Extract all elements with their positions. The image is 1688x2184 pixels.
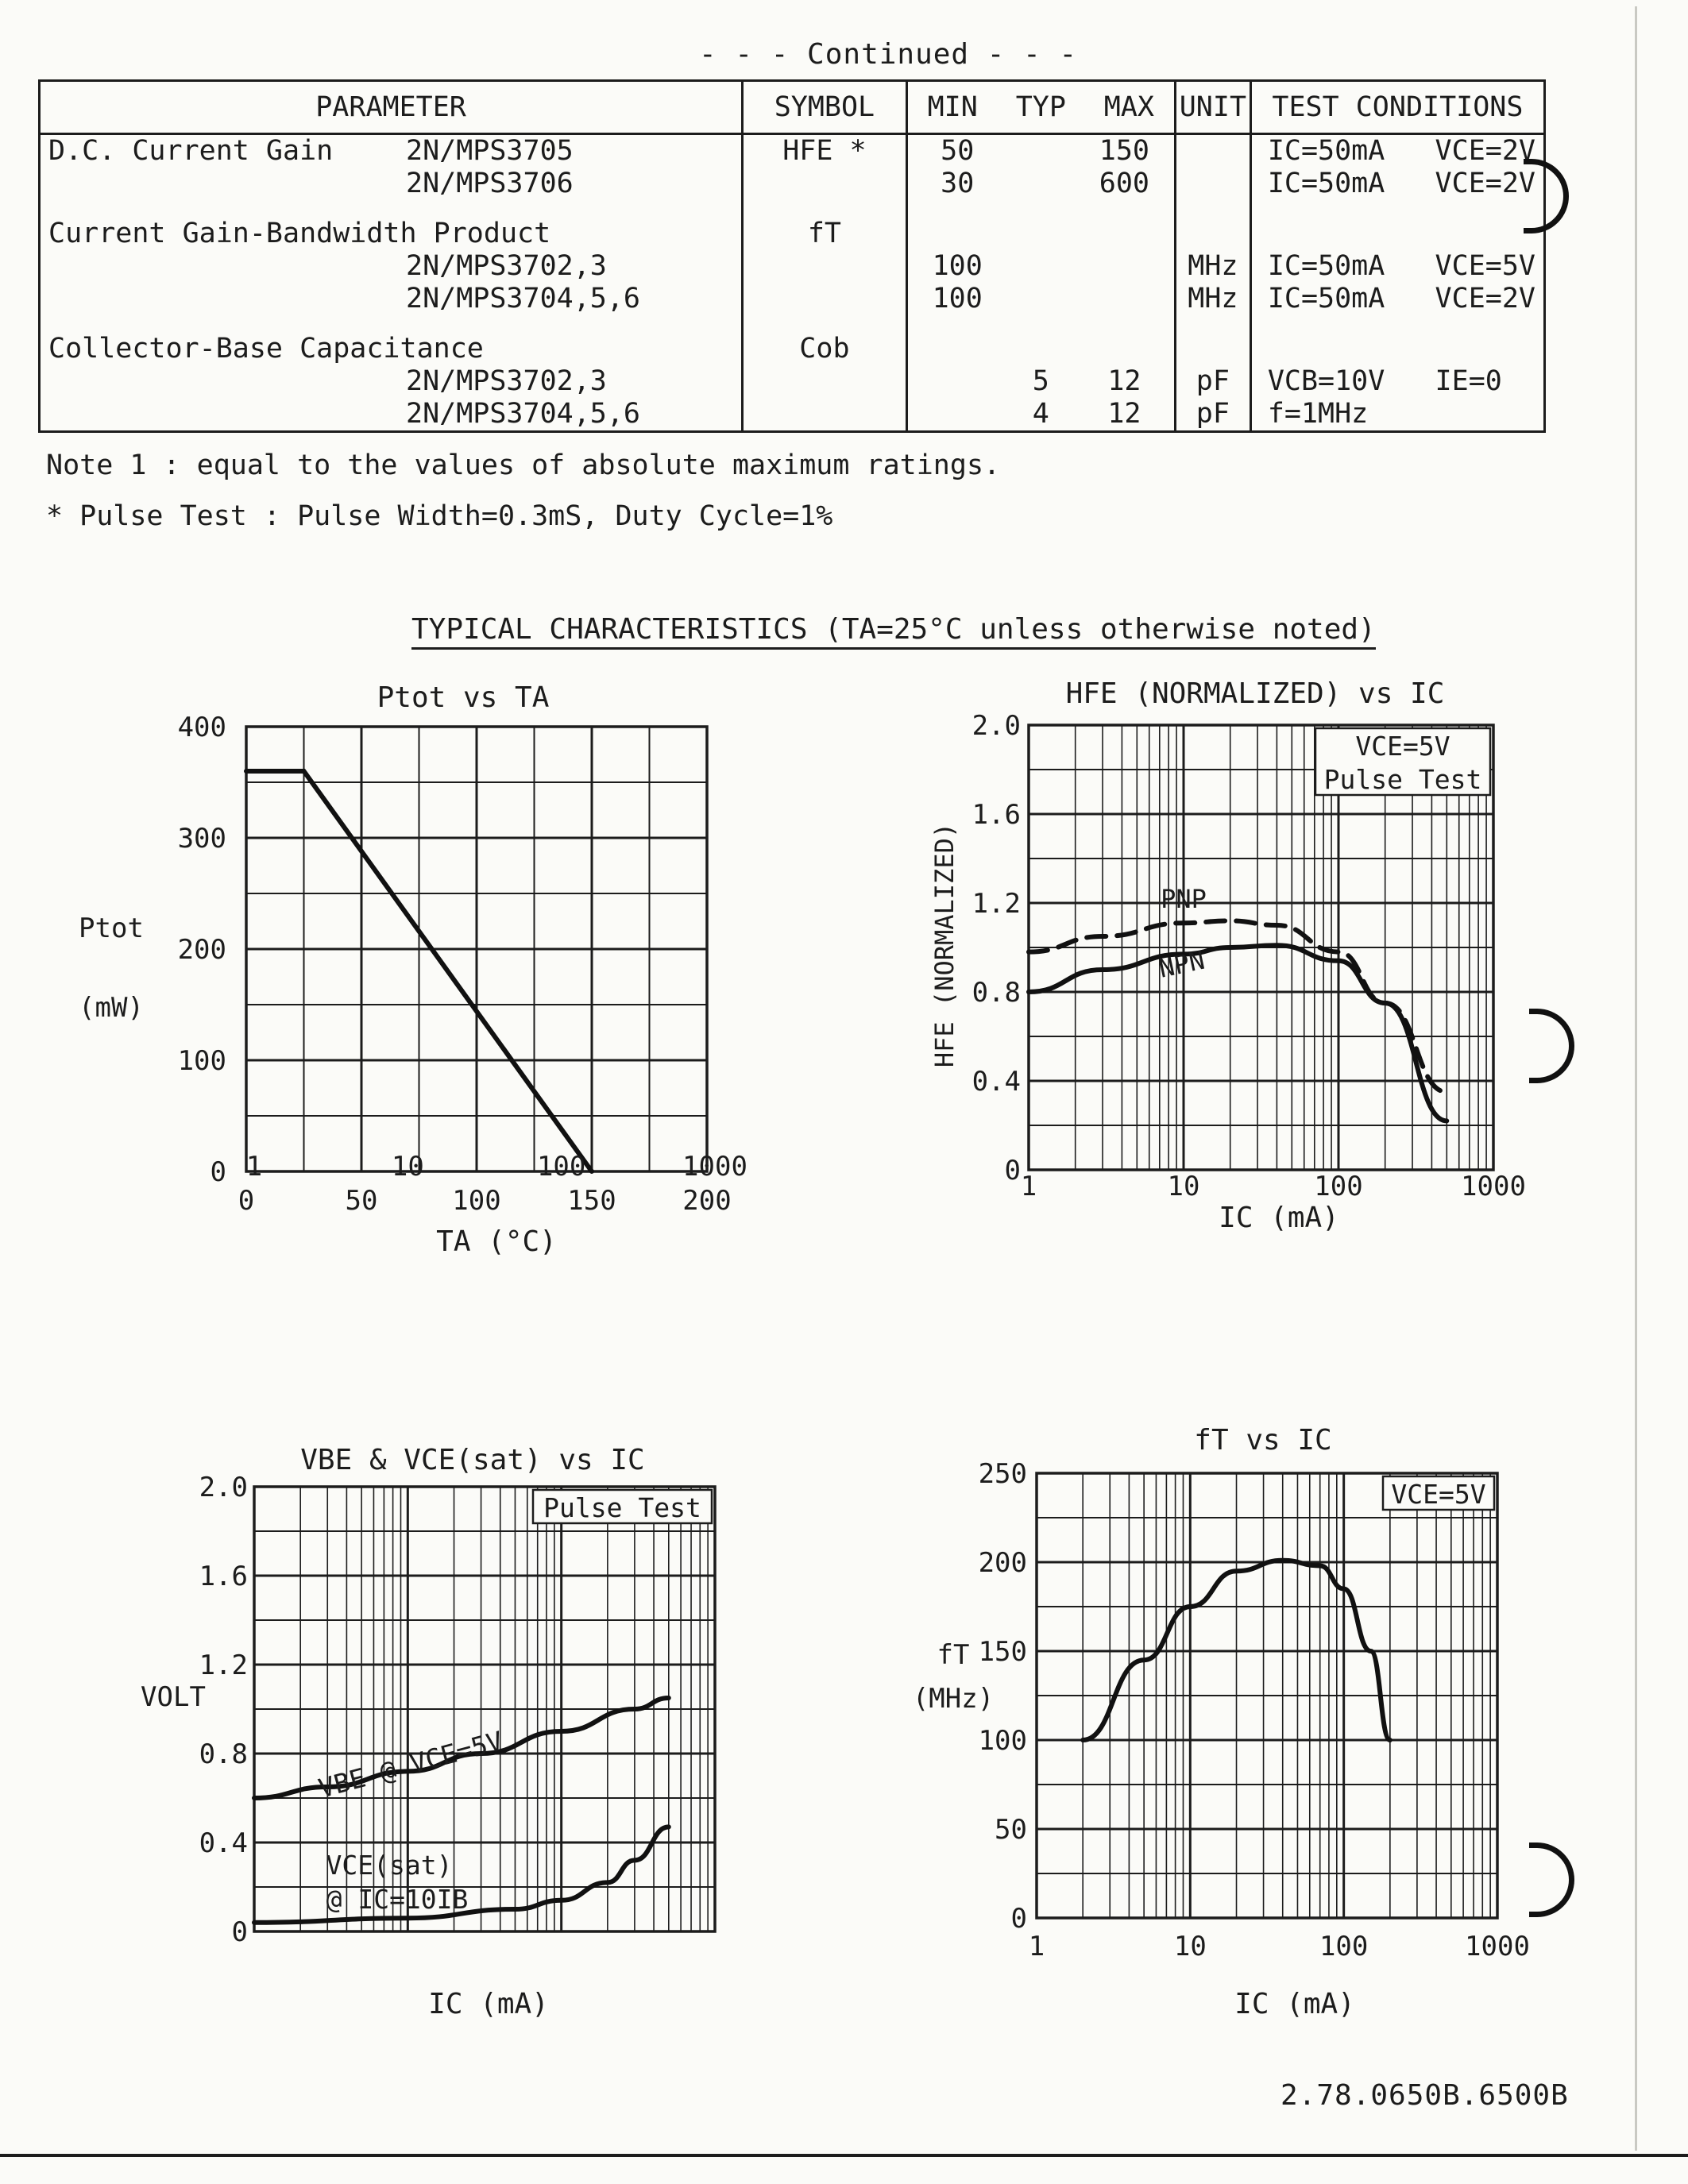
legend-text: Pulse Test [543, 1492, 701, 1523]
legend-text: VCE=5V [1355, 731, 1450, 762]
header-max: MAX [1103, 91, 1154, 123]
unit-cell: MHz [1175, 250, 1250, 283]
param-name: Collector-Base Capacitance [40, 333, 743, 365]
bottom-edge-line [0, 2154, 1688, 2157]
x-tick-label: 150 [567, 1185, 616, 1217]
section-title: TYPICAL CHARACTERISTICS (TA=25°C unless otherwise noted) [411, 613, 1376, 650]
param-symbol: Cob [743, 333, 907, 365]
y-tick-label: 0.4 [971, 1066, 1021, 1098]
y-tick-label: 2.0 [199, 1472, 248, 1503]
x-tick-label: 1000 [1465, 1931, 1530, 1962]
y-tick-label: 150 [978, 1636, 1027, 1668]
y-tick-label: 0 [210, 1156, 226, 1188]
x-tick-label: 1000 [1461, 1171, 1526, 1202]
series-label-npn: NPN [1156, 944, 1207, 984]
device-name: 2N/MPS3702,3 [406, 250, 607, 282]
condition-cell: IC=50mA VCE=2V [1250, 168, 1544, 200]
chart-3 [141, 1151, 747, 2020]
y-tick-label: 0 [1004, 1155, 1021, 1187]
x-tick-label: 50 [345, 1185, 378, 1217]
value-min: 100 [932, 250, 983, 282]
legend-text: Pulse Test [1323, 764, 1482, 795]
x-axis-label: IC (mA) [428, 1988, 549, 2020]
x-tick-label: 100 [536, 1151, 586, 1183]
param-symbol: fT [743, 218, 907, 250]
y-axis-label: fT [937, 1639, 970, 1671]
value-typ: 4 [1032, 398, 1049, 430]
legend-text: VCE=5V [1391, 1479, 1486, 1510]
y-tick-label: 1.2 [971, 888, 1021, 920]
x-axis-label: IC (mA) [1219, 1202, 1339, 1234]
value-min: 30 [941, 168, 975, 199]
y-tick-label: 300 [177, 823, 226, 855]
y-tick-label: 0 [1010, 1903, 1027, 1935]
param-name: D.C. Current Gain [48, 135, 334, 167]
chart-title: fT vs IC [1194, 1424, 1332, 1457]
unit-cell: pF [1175, 365, 1250, 398]
x-axis-label: TA (°C) [436, 1225, 557, 1258]
param-name: Current Gain-Bandwidth Product [40, 218, 743, 250]
device-name: 2N/MPS3706 [406, 168, 574, 199]
y-tick-label: 250 [978, 1458, 1027, 1490]
right-edge-line [1635, 6, 1637, 2151]
x-tick-label: 10 [1167, 1171, 1200, 1202]
header-parameter: PARAMETER [40, 81, 743, 134]
unit-cell: pF [1175, 398, 1250, 432]
y-tick-label: 0.8 [971, 977, 1021, 1009]
header-min: MIN [927, 91, 978, 123]
header-symbol: SYMBOL [743, 81, 907, 134]
x-axis-label: IC (mA) [1234, 1988, 1355, 2020]
x-tick-label: 10 [1173, 1931, 1207, 1962]
y-axis-label: Ptot [79, 913, 144, 944]
x-tick-label: 100 [1314, 1171, 1363, 1202]
condition-cell: IC=50mA VCE=2V [1250, 134, 1544, 168]
y-tick-label: 1.6 [199, 1561, 248, 1592]
x-tick-label: 1000 [682, 1151, 747, 1183]
y-tick-label: 200 [177, 934, 226, 966]
series-label-vcesat: VCE(sat) [326, 1850, 453, 1881]
chart-title: VBE & VCE(sat) vs IC [300, 1444, 645, 1476]
device-name: 2N/MPS3704,5,6 [406, 398, 641, 430]
chart-title: Ptot vs TA [377, 681, 550, 714]
value-max: 600 [1099, 168, 1149, 199]
x-tick-label: 0 [238, 1185, 255, 1217]
device-name: 2N/MPS3705 [406, 135, 574, 167]
series-label-vbe: VBE @ VCE=5V [315, 1725, 507, 1804]
value-max: 12 [1107, 398, 1141, 430]
chart-4 [913, 1424, 1530, 2020]
y-tick-label: 0 [231, 1916, 248, 1948]
header-typ: TYP [1015, 91, 1066, 123]
y-tick-label: 2.0 [971, 710, 1021, 742]
y-axis-unit: (MHz) [912, 1683, 995, 1715]
continued-label: - - - Continued - - - [699, 38, 1078, 71]
header-conditions: TEST CONDITIONS [1250, 81, 1544, 134]
condition-cell: IC=50mA VCE=2V [1250, 283, 1544, 315]
header-unit: UNIT [1175, 81, 1250, 134]
device-name: 2N/MPS3704,5,6 [406, 283, 641, 314]
x-tick-label: 100 [1319, 1931, 1369, 1962]
note-pulse-test: * Pulse Test : Pulse Width=0.3mS, Duty Cycle=1% [46, 500, 833, 532]
y-axis-label: VOLT [141, 1681, 206, 1713]
y-tick-label: 1.6 [971, 799, 1021, 831]
chart-title: HFE (NORMALIZED) vs IC [1065, 677, 1445, 710]
y-tick-label: 0.4 [199, 1827, 248, 1859]
condition-cell: VCB=10V IE=0 [1250, 365, 1544, 398]
x-tick-label: 1 [1020, 1171, 1037, 1202]
y-tick-label: 100 [978, 1725, 1027, 1757]
series-line-2 [1029, 945, 1447, 1121]
x-tick-label: 1 [245, 1151, 263, 1183]
x-tick-label: 1 [1028, 1931, 1045, 1962]
condition-cell: f=1MHz [1250, 398, 1544, 432]
condition-cell: IC=50mA VCE=5V [1250, 250, 1544, 283]
x-tick-label: 10 [391, 1151, 424, 1183]
value-max: 150 [1099, 135, 1149, 167]
y-tick-label: 100 [177, 1045, 226, 1077]
series-label-pnp: PNP [1161, 884, 1207, 914]
device-name: 2N/MPS3702,3 [406, 365, 607, 397]
chart-2 [929, 677, 1526, 1234]
param-symbol: HFE * [782, 135, 867, 167]
value-typ: 5 [1032, 365, 1049, 397]
value-min: 50 [941, 135, 975, 167]
y-tick-label: 400 [177, 712, 226, 743]
document-number: 2.78.0650B.6500B [1280, 2079, 1569, 2112]
y-axis-unit: (mW) [79, 992, 144, 1024]
x-tick-label: 200 [682, 1185, 732, 1217]
y-tick-label: 0.8 [199, 1738, 248, 1770]
y-tick-label: 1.2 [199, 1650, 248, 1681]
series-label-vcesat-cond: @ IC=10IB [326, 1884, 469, 1915]
x-tick-label: 100 [452, 1185, 501, 1217]
y-tick-label: 50 [995, 1814, 1027, 1846]
y-tick-label: 200 [978, 1547, 1027, 1579]
y-axis-label: HFE (NORMALIZED) [929, 822, 960, 1068]
value-max: 12 [1107, 365, 1141, 397]
unit-cell: MHz [1175, 283, 1250, 315]
value-min: 100 [932, 283, 983, 314]
note-1: Note 1 : equal to the values of absolute maximum ratings. [46, 450, 1001, 481]
